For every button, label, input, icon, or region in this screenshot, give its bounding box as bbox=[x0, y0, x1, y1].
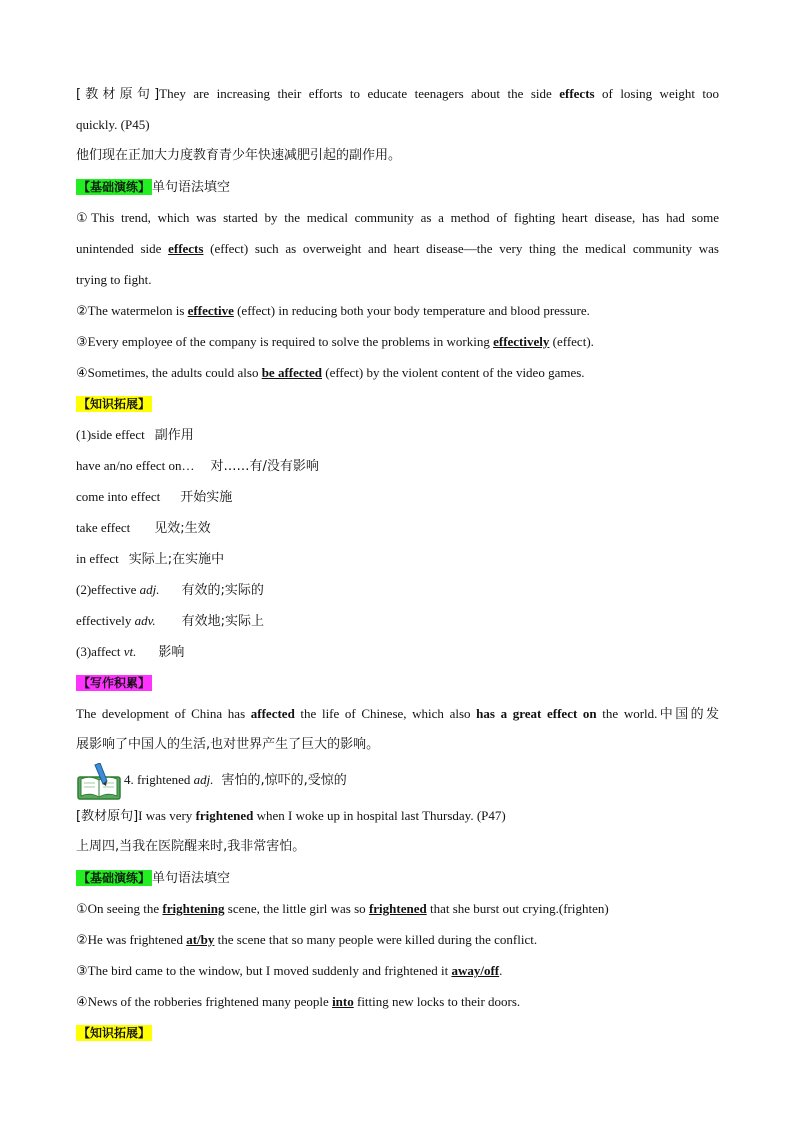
source-sentence-line2: quickly. (P45) bbox=[76, 117, 150, 132]
expand-heading-2 bbox=[76, 1017, 719, 1048]
source-translation: 他们现在正加大力度教育青少年快速减肥引起的副作用。 bbox=[76, 148, 402, 163]
source-label: [教材原句] bbox=[76, 87, 160, 102]
phrase-item: take effect 见效;生效 bbox=[76, 520, 211, 536]
writing-sentence-line1: The development of China has affected the life of Chinese, which also has a great effect on the world.中国的发 bbox=[76, 706, 719, 722]
word-heading: 4. frightened adj. 害怕的,惊吓的,受惊的 bbox=[76, 760, 719, 800]
source-sentence-2: [教材原句]I was very frightened when I woke up in hospital last Thursday. (P47) bbox=[76, 808, 506, 824]
answer: frightened bbox=[368, 901, 427, 916]
exercise-2-3: ③The bird came to the window, but I moved suddenly and frightened it away/off. bbox=[76, 963, 503, 979]
book-pencil-icon bbox=[76, 763, 122, 799]
answer: be affected bbox=[261, 365, 322, 380]
practice-heading-2: 【基础演练】 单句语法填空 bbox=[78, 871, 231, 886]
expand-tag: 【知识拓展】 bbox=[78, 1026, 151, 1040]
document-page bbox=[76, 78, 719, 1048]
exercise-1-line1: ①This trend, which was started by the medical community as a method of fighting heart disease, has had some bbox=[76, 210, 720, 226]
answer: effects bbox=[168, 241, 204, 256]
exercise-1-line2: unintended side effects (effect) such as overweight and heart disease—the very thing the medical community was bbox=[76, 241, 719, 256]
answer: into bbox=[332, 994, 354, 1009]
exercise-2-2: ②He was frightened at/by the scene that so many people were killed during the conflict. bbox=[76, 932, 538, 948]
phrase-item: (2)effective adj. 有效的;实际的 bbox=[76, 582, 264, 598]
source-sentence-line1: [教材原句]They are increasing their efforts to educate teenagers about the side effects of losing weight too bbox=[76, 86, 720, 102]
source-label: [教材原句] bbox=[76, 809, 139, 824]
source-translation-2: 上周四,当我在医院醒来时,我非常害怕。 bbox=[76, 839, 306, 854]
phrase-item: come into effect 开始实施 bbox=[76, 489, 233, 505]
phrase-item: (3)affect vt. 影响 bbox=[76, 644, 185, 660]
exercise-2-1: ①On seeing the frightening scene, the little girl was so frightened that she burst out crying.(frighten) bbox=[76, 901, 609, 917]
expand-tag: 【知识拓展】 bbox=[78, 397, 151, 411]
writing-heading bbox=[76, 667, 719, 698]
exercise-2: ②The watermelon is effective (effect) in reducing both your body temperature and blood pressure. bbox=[76, 303, 590, 319]
exercise-2-4: ④News of the robberies frightened many people into fitting new locks to their doors. bbox=[76, 994, 521, 1010]
phrase-item: in effect 实际上;在实施中 bbox=[76, 551, 225, 567]
practice-tag: 【基础演练】 bbox=[78, 180, 151, 194]
answer: effective bbox=[187, 303, 234, 318]
phrase-item: effectively adv. 有效地;实际上 bbox=[76, 613, 265, 629]
phrase-item: (1)side effect 副作用 bbox=[76, 427, 194, 443]
writing-tag: 【写作积累】 bbox=[78, 676, 151, 690]
answer: away/off bbox=[451, 963, 500, 978]
exercise-4: ④Sometimes, the adults could also be affected (effect) by the violent content of the video games. bbox=[76, 365, 585, 381]
expand-heading bbox=[76, 388, 719, 419]
answer: frightening bbox=[162, 901, 225, 916]
practice-heading: 【基础演练】 单句语法填空 bbox=[78, 180, 231, 195]
phrase-item: have an/no effect on… 对……有/没有影响 bbox=[76, 458, 319, 474]
exercise-1-line3: trying to fight. bbox=[76, 272, 152, 287]
answer: at/by bbox=[186, 932, 215, 947]
answer: effectively bbox=[493, 334, 550, 349]
practice-tag: 【基础演练】 bbox=[78, 871, 151, 885]
exercise-3: ③Every employee of the company is required to solve the problems in working effectively (effect). bbox=[76, 334, 594, 350]
writing-sentence-line2: 展影响了中国人的生活,也对世界产生了巨大的影响。 bbox=[76, 737, 380, 752]
